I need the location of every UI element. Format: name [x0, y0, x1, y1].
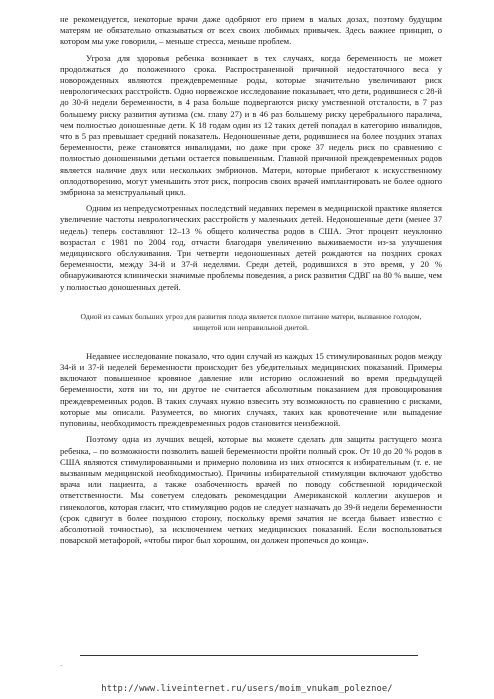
paragraph-4: Недавнее исследование показало, что один случай из каждых 15 стимулированных родов между 34-й и 37-й неделей беременности происходит без убедительных медицинских показаний. Примеры включают повышенное кровяное давление или историю осложнений во время предыдущей беременности, хотя ни то, ни другое не считается абсолютным показанием для провоцирования преждевременных родов. В таких случаях нужно взвесить эту возможность по сравнению с рисками, которые мы описали. Разумеется, во многих случаях, таких как кровотечение или выпадение пуповины, необходимость преждевременных родов становится неизбежной.: [60, 350, 442, 429]
footer-mark: ·: [60, 662, 63, 670]
paragraph-5: Поэтому одна из лучших вещей, которые вы можете сделать для защиты растущего мозга ребенка, – по возможности позволить вашей беременности пройти полный срок. От 10 до 20 % родов в США являются стимулированными и примерно половина из них относятся к избирательным (т. е. не вызванным медицинской необходимостью). Причины избирательной стимуляции включают удобство врача или пациента, а также озабоченность врачей по поводу собственной юридической ответственности. Мы советуем следовать рекомендации Американской коллегии акушеров и гинекологов, которая гласит, что стимуляцию родов не следует назначать до 39-й недели беременности (срок сдвигут в более позднюю сторону, поскольку время зачатия не всегда бывает известно с абсолютной точностью), за исключением четких медицинских показаний. Если воспользоваться поварской метафорой, «чтобы пирог был хорошим, он должен пропечься до конца».: [60, 434, 442, 546]
paragraph-1: не рекомендуется, некоторые врачи даже одобряют его прием в малых дозах, поэтому будущим матерям не обязательно отказываться от всех своих любимых привычек. Здесь важнее принцип, о котором мы уже говорили, – меньше стресса, меньше проблем.: [60, 14, 442, 47]
paragraph-3: Одним из непредусмотренных последствий недавних перемен в медицинской практике является увеличение частоты неврологических расстройств у маленьких детей. Недоношенные дети (менее 37 недель) теперь составляют 12–13 % общего количества родов в США. Этот процент неуклонно возрастал с 1981 по 2004 год, отчасти благодаря увеличению выживаемости из-за улучшения медицинского обслуживания. Три четверти недоношенных детей рождаются на поздних сроках беременности, между 34-й и 37-й неделями. Среди детей, родившихся в это время, у 20 % обнаруживаются клинически значимые проблемы поведения, а риск развития СДВГ на 80 % выше, чем у полностью доношенных детей.: [60, 203, 442, 292]
page-body: [60, 14, 442, 546]
footer-divider: [80, 655, 418, 656]
paragraph-2: Угроза для здоровья ребенка возникает в тех случаях, когда беременность не может продолжаться до положенного срока. Распространенной причиной недостаточного веса у новорожденных являются преждевременные роды, которые значительно увеличивают риск неврологических расстройств. Одно норвежское исследование показывает, что дети, родившиеся с 28-й до 30-й недели беременности, в 4 раза больше подвергаются риску умственной отсталости, в 7 раз большему риску развития аутизма (см. главу 27) и в 46 раз большему риску церебрального паралича, чем полностью доношенные дети. К 18 годам один из 12 таких детей попадал в категорию инвалидов, что в 5 раз превышает средний показатель. Недоношенные дети, родившиеся на более поздних этапах беременности, реже становятся инвалидами, но даже при сроке 37 недель риск по сравнению с полностью доношенными детьми остается повышенным. Главной причиной преждевременных родов является наличие двух или нескольких эмбрионов. Матери, которые прибегают к искусственному оплодотворению, могут уменьшить этот риск, попросив своих врачей имплантировать не более одного эмбриона за менструальный цикл.: [60, 52, 442, 198]
footer-source-url[interactable]: http://www.liveinternet.ru/users/moim_vnukam_poleznoe/: [101, 684, 393, 694]
pull-quote: Одной из самых больших угроз для развития плода является плохое питание матери, вызванное голодом, нищетой или неправильной диетой.: [80, 311, 422, 332]
